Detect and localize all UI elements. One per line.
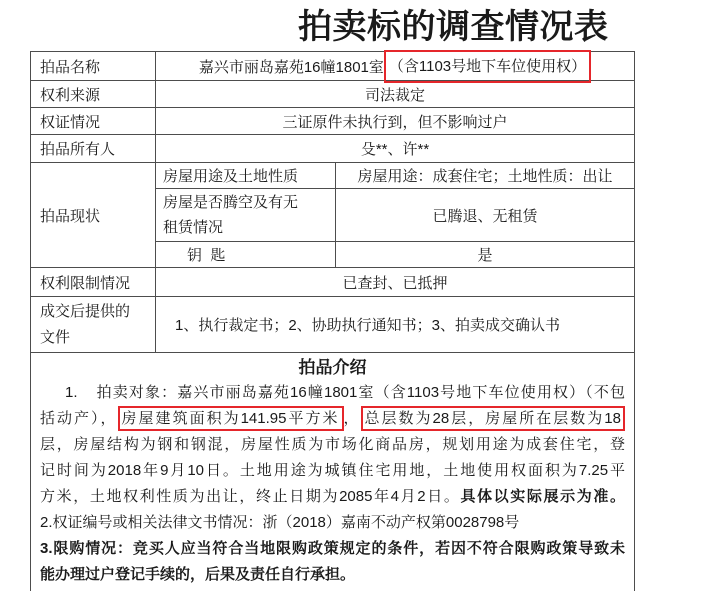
intro-line-text: 括动产）， — [40, 410, 118, 427]
item-address: 嘉兴市丽岛嘉苑16幢1801室 — [198, 58, 384, 76]
intro-line-text: 记时间为2018年9月10日。土地用途为城镇住宅用地，土地使用权面积为7.25平 — [40, 462, 625, 479]
documents-label-line: 文件 — [40, 328, 71, 346]
parking-rights-highlight: （含1103号地下车位使用权） — [384, 50, 591, 83]
owner-value: 殳**、许** — [360, 141, 430, 158]
intro-line-text: 方米，土地权利性质为出让，终止日期为2085年4月2日。 — [40, 488, 461, 505]
documents-label — [31, 297, 156, 352]
introduction-heading: 拍品介绍 — [298, 358, 367, 377]
item-introduction — [31, 353, 634, 591]
intro-item-1-line — [40, 484, 625, 510]
intro-item-1-line — [40, 432, 625, 458]
certificate-status-label: 权证情况 — [31, 108, 156, 134]
row-restrictions — [31, 268, 634, 297]
certificate-status-value: 三证原件未执行到，但不影响过户 — [282, 113, 508, 131]
usage-value: 房屋用途：成套住宅；土地性质：出让 — [357, 168, 613, 185]
row-item-name — [31, 52, 634, 81]
keys-label: 钥 匙 — [156, 242, 336, 267]
current-status-label: 拍品现状 — [31, 163, 156, 267]
occupancy-label-line: 房屋是否腾空及有无 — [163, 194, 299, 211]
rights-source-label: 权利来源 — [31, 81, 156, 107]
row-current-status — [31, 163, 634, 268]
intro-item-2-certificate: 2.权证编号或相关法律文书情况：浙（2018）嘉南不动产权第0028798号 — [40, 514, 520, 531]
status-occupancy-row — [156, 189, 634, 242]
row-certificate-status — [31, 108, 634, 135]
floor-area-highlight: 房屋建筑面积为141.95平方米 — [118, 406, 344, 431]
display-disclaimer-bold: 具体以实际展示为准。 — [460, 488, 625, 505]
intro-item-1-line — [40, 380, 625, 406]
rights-source-value: 司法裁定 — [364, 86, 425, 104]
occupancy-label — [156, 189, 336, 241]
restrictions-value: 已查封、已抵押 — [342, 274, 448, 292]
row-owner — [31, 135, 634, 163]
auction-survey-table — [30, 51, 635, 591]
documents-label-line: 成交后提供的 — [40, 302, 131, 320]
occupancy-label-line: 租赁情况 — [163, 219, 224, 236]
intro-item-1-line — [40, 406, 625, 432]
intro-item-3-line: 3.限购情况：竞买人应当符合当地限购政策规定的条件，若因不符合限购政策导致未 — [40, 540, 625, 557]
intro-item-1-number: 1. — [65, 384, 78, 401]
documents-value: 1、执行裁定书；2、协助执行通知书；3、拍卖成交确认书 — [175, 317, 561, 334]
intro-item-1-line — [40, 458, 625, 484]
item-name-label: 拍品名称 — [31, 52, 156, 80]
row-rights-source — [31, 81, 634, 108]
owner-label: 拍品所有人 — [31, 135, 156, 162]
intro-item-3-line: 能办理过户登记手续的，后果及责任自行承担。 — [40, 566, 356, 583]
floor-count-highlight: 总层数为28层，房屋所在层数为18 — [361, 406, 625, 431]
status-keys-row — [156, 242, 634, 267]
usage-label: 房屋用途及土地性质 — [156, 163, 336, 188]
intro-line-text: 层，房屋结构为钢和钢混，房屋性质为市场化商品房，规划用途为成套住宅，登 — [40, 436, 625, 453]
current-status-details — [156, 163, 634, 267]
occupancy-value: 已腾退、无租赁 — [432, 207, 538, 225]
item-name-value — [156, 52, 634, 80]
document-title: 拍卖标的调查情况表 — [298, 8, 609, 46]
row-documents — [31, 297, 634, 353]
intro-line-text: 拍卖对象：嘉兴市丽岛嘉苑16幢1801室（含1103号地下车位使用权）（不包 — [95, 384, 625, 401]
intro-line-text: ， — [343, 410, 361, 427]
status-usage-row — [156, 163, 634, 189]
keys-value: 是 — [477, 247, 493, 264]
restrictions-label: 权利限制情况 — [31, 268, 156, 296]
